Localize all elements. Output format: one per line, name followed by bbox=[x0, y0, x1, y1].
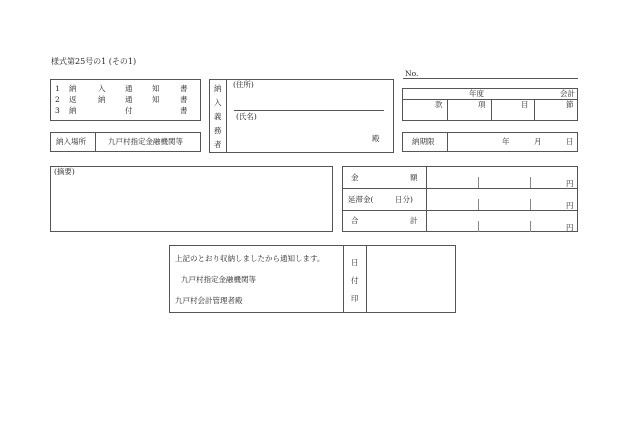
amounts-box bbox=[342, 166, 578, 232]
setsu-label: 節 bbox=[566, 100, 574, 109]
due-date-divider bbox=[447, 132, 448, 152]
notice-type-2-c2: 納 bbox=[98, 95, 106, 104]
amounts-row-1 bbox=[342, 188, 578, 189]
amounts-label-divider bbox=[426, 166, 427, 232]
yen-unit-3: 円 bbox=[566, 223, 574, 232]
form-number: 様式第25号の1 (その1) bbox=[51, 57, 137, 66]
amount-tick-1b bbox=[530, 177, 531, 188]
notice-type-2-c3: 通 bbox=[125, 95, 133, 104]
due-date-month: 月 bbox=[534, 137, 542, 146]
account-col-2 bbox=[491, 99, 492, 121]
date-stamp-1: 日 bbox=[351, 258, 359, 267]
notice-type-1-c3: 通 bbox=[125, 84, 133, 93]
receipt-line-2: 九戸村指定金融機関等 bbox=[181, 275, 256, 284]
due-date-label: 納期限 bbox=[412, 137, 435, 146]
payer-label-1: 納 bbox=[214, 84, 222, 93]
fiscal-year-label: 年度 bbox=[469, 89, 484, 98]
amount-tick-3a bbox=[478, 221, 479, 232]
due-date-year: 年 bbox=[502, 137, 510, 146]
amount-tick-1a bbox=[478, 177, 479, 188]
receipt-divider-1 bbox=[343, 245, 344, 313]
amount-tick-2b bbox=[530, 199, 531, 210]
yen-unit-2: 円 bbox=[566, 201, 574, 210]
date-stamp-3: 印 bbox=[351, 294, 359, 303]
notice-type-2-c4: 知 bbox=[152, 95, 160, 104]
notice-type-1-c4: 知 bbox=[152, 84, 160, 93]
total-label-2: 計 bbox=[410, 216, 418, 225]
late-fee-days: 日分) bbox=[395, 195, 413, 204]
notice-type-1-c1: 納 bbox=[69, 84, 77, 93]
amount-tick-3b bbox=[530, 221, 531, 232]
receipt-line-1: 上記のとおり収納しましたから通知します。 bbox=[175, 254, 325, 263]
summary-label: (摘要) bbox=[54, 167, 75, 176]
payer-label-divider bbox=[226, 79, 227, 153]
kou-label: 項 bbox=[478, 100, 486, 109]
date-stamp-2: 付 bbox=[351, 276, 359, 285]
payer-label-4: 務 bbox=[214, 126, 222, 135]
total-label-1: 合 bbox=[351, 216, 359, 225]
honorific-dono: 殿 bbox=[372, 134, 380, 143]
payer-label-2: 入 bbox=[214, 98, 222, 107]
yen-unit-1: 円 bbox=[566, 179, 574, 188]
accounting-label: 会計 bbox=[560, 89, 575, 98]
name-label: (氏名) bbox=[236, 112, 257, 121]
address-label: (住所) bbox=[233, 80, 254, 89]
notice-type-1-num: 1 bbox=[55, 84, 60, 93]
payer-label-5: 者 bbox=[214, 140, 222, 149]
late-fee-label: 延滞金( bbox=[348, 195, 374, 204]
account-col-1 bbox=[447, 99, 448, 121]
notice-type-3-c3: 書 bbox=[180, 106, 188, 115]
payment-place-divider bbox=[95, 132, 96, 152]
notice-type-2-c5: 書 bbox=[180, 95, 188, 104]
moku-label: 目 bbox=[521, 100, 529, 109]
kan-label: 款 bbox=[435, 100, 443, 109]
notice-type-1-c2: 入 bbox=[98, 84, 106, 93]
amount-tick-2a bbox=[478, 199, 479, 210]
amount-label-2: 額 bbox=[410, 173, 418, 182]
account-col-3 bbox=[534, 99, 535, 121]
due-date-day: 日 bbox=[566, 137, 574, 146]
receipt-line-3: 九戸村会計管理者殿 bbox=[175, 296, 243, 305]
payer-label-3: 義 bbox=[214, 112, 222, 121]
notice-type-3-c2: 付 bbox=[125, 106, 133, 115]
summary-box bbox=[50, 166, 333, 232]
no-underline bbox=[403, 78, 578, 79]
amount-label-1: 金 bbox=[351, 173, 359, 182]
notice-type-3-num: 3 bbox=[55, 106, 60, 115]
notice-type-2-num: 2 bbox=[55, 95, 60, 104]
notice-type-2-c1: 返 bbox=[69, 95, 77, 104]
no-label: No. bbox=[405, 69, 419, 78]
payment-place-value: 九戸村指定金融機関等 bbox=[108, 137, 183, 146]
account-row-divider bbox=[402, 99, 578, 100]
notice-type-3-c1: 納 bbox=[69, 106, 77, 115]
address-line bbox=[234, 110, 384, 111]
account-box bbox=[402, 88, 578, 121]
amounts-row-2 bbox=[342, 210, 578, 211]
payment-place-label: 納入場所 bbox=[56, 137, 86, 146]
receipt-divider-2 bbox=[366, 245, 367, 313]
notice-type-1-c5: 書 bbox=[180, 84, 188, 93]
